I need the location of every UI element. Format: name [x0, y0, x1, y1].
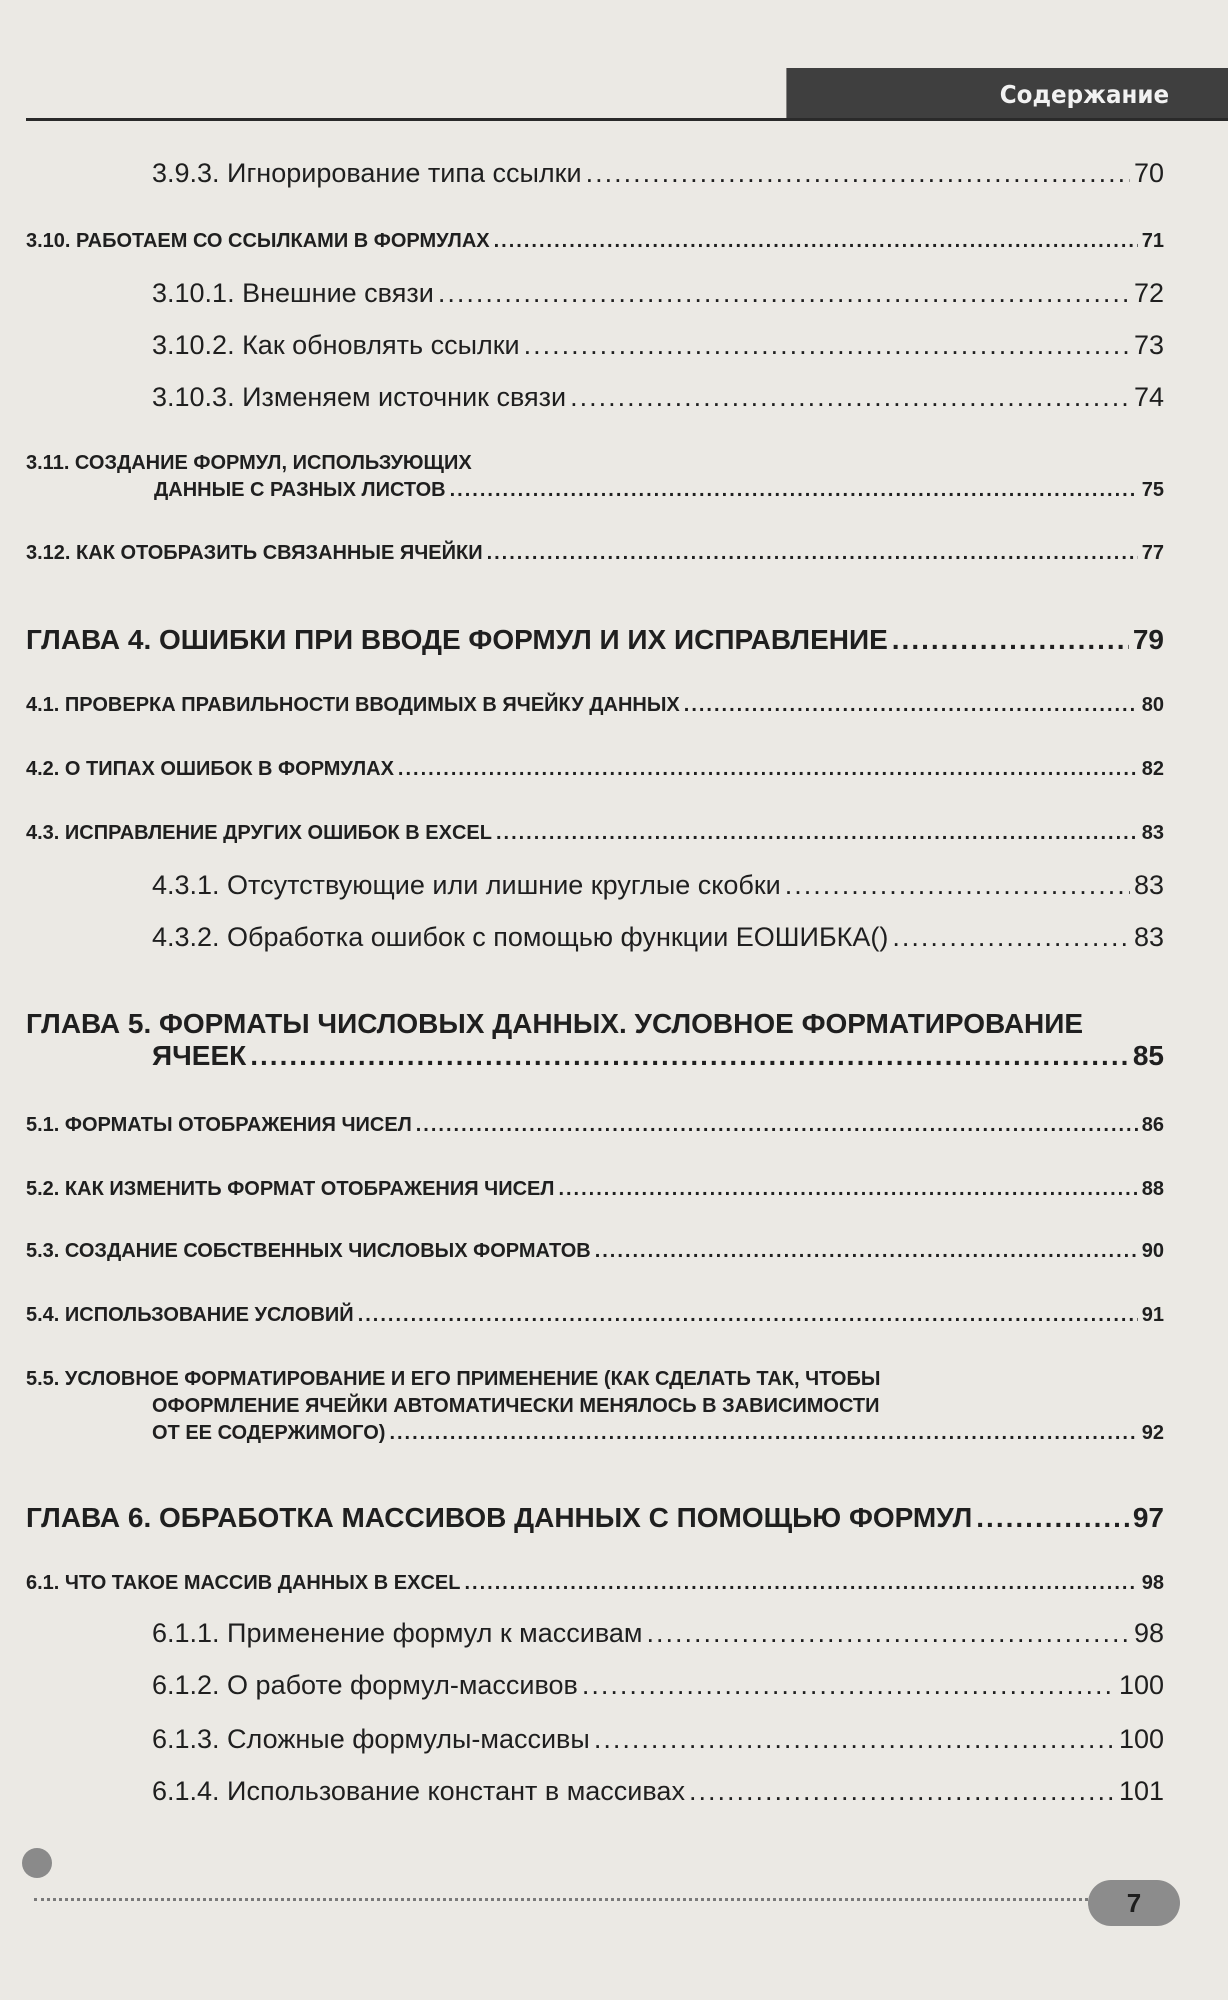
- toc-entry-page: 92: [1141, 1422, 1164, 1444]
- toc-chapter-page: 79: [1132, 624, 1164, 655]
- toc-chapter-title: ГЛАВА 6. ОБРАБОТКА МАССИВОВ ДАННЫХ С ПОМОЩЬЮ ФОРМУЛ: [26, 1502, 973, 1533]
- toc-entry[interactable]: [26, 452, 1164, 502]
- running-header: [786, 68, 1228, 120]
- toc-entry-title: 4.3.2. Обработка ошибок с помощью функции ЕОШИБКА(): [152, 922, 889, 952]
- toc-entry[interactable]: [26, 1240, 1164, 1263]
- toc-entry[interactable]: [26, 330, 1164, 361]
- toc-entry-page: 91: [1141, 1304, 1164, 1326]
- toc-entry-title: 3.10. РАБОТАЕМ СО ССЫЛКАМИ В ФОРМУЛАХ: [26, 230, 490, 252]
- toc-entry-title: 4.1. ПРОВЕРКА ПРАВИЛЬНОСТИ ВВОДИМЫХ В ЯЧЕЙКУ ДАННЫХ: [26, 694, 680, 716]
- toc-entry-page: 88: [1141, 1178, 1164, 1200]
- leader-dots: [582, 1670, 1115, 1701]
- leader-dots: [464, 1572, 1137, 1595]
- leader-dots: [398, 758, 1138, 781]
- toc-entry-title-cont: ОТ ЕЕ СОДЕРЖИМОГО): [152, 1422, 386, 1444]
- toc-entry[interactable]: [26, 1114, 1164, 1137]
- toc-entry-page: 74: [1133, 382, 1164, 412]
- toc-entry-page: 73: [1133, 330, 1164, 360]
- toc-entry-title: 3.10.2. Как обновлять ссылки: [152, 330, 520, 360]
- page-number: 7: [1126, 1887, 1142, 1918]
- toc-entry-page: 80: [1141, 694, 1164, 716]
- toc-entry-title: 5.5. УСЛОВНОЕ ФОРМАТИРОВАНИЕ И ЕГО ПРИМЕНЕНИЕ (КАК СДЕЛАТЬ ТАК, ЧТОБЫ: [26, 1368, 881, 1390]
- leader-dots: [250, 1040, 1129, 1072]
- footer-dot-icon: [22, 1848, 52, 1878]
- toc-entry[interactable]: [26, 278, 1164, 309]
- toc-entry-page: 100: [1118, 1724, 1164, 1754]
- toc-entry-title: 3.10.3. Изменяем источник связи: [152, 382, 567, 412]
- toc-entry-title: 6.1.1. Применение формул к массивам: [152, 1618, 643, 1648]
- footer-rule: [34, 1898, 1094, 1901]
- leader-dots: [416, 1114, 1138, 1137]
- toc-entry[interactable]: [26, 158, 1164, 189]
- toc-entry[interactable]: [26, 1618, 1164, 1649]
- toc-entry[interactable]: [26, 758, 1164, 781]
- toc-entry-page: 100: [1118, 1670, 1164, 1700]
- leader-dots: [487, 542, 1138, 565]
- toc-entry-title-cont: ДАННЫЕ С РАЗНЫХ ЛИСТОВ: [154, 479, 446, 501]
- running-header-title: Содержание: [999, 79, 1170, 109]
- toc-entry[interactable]: [26, 822, 1164, 845]
- toc-entry-title: 6.1.4. Использование констант в массивах: [152, 1776, 685, 1806]
- leader-dots: [689, 1776, 1115, 1807]
- toc-entry-title: 6.1.3. Сложные формулы-массивы: [152, 1724, 590, 1754]
- leader-dots: [595, 1240, 1138, 1263]
- toc-entry-page: 90: [1141, 1240, 1164, 1262]
- header-rule: [26, 118, 1228, 121]
- toc-entry-page: 101: [1118, 1776, 1164, 1806]
- leader-dots: [494, 230, 1138, 253]
- leader-dots: [594, 1724, 1115, 1755]
- toc-entry[interactable]: [26, 542, 1164, 565]
- leader-dots: [570, 382, 1130, 413]
- leader-dots: [646, 1618, 1130, 1649]
- toc-entry[interactable]: [26, 1178, 1164, 1201]
- page-number-badge: [1088, 1880, 1180, 1926]
- toc-entry[interactable]: [26, 230, 1164, 253]
- leader-dots: [586, 158, 1130, 189]
- leader-dots: [785, 870, 1130, 901]
- toc-entry-title: 5.2. КАК ИЗМЕНИТЬ ФОРМАТ ОТОБРАЖЕНИЯ ЧИСЕЛ: [26, 1178, 555, 1200]
- leader-dots: [892, 624, 1129, 656]
- toc-entry-title: 5.3. СОЗДАНИЕ СОБСТВЕННЫХ ЧИСЛОВЫХ ФОРМАТОВ: [26, 1240, 591, 1262]
- toc-entry[interactable]: [26, 1670, 1164, 1701]
- toc-entry-page: 82: [1141, 758, 1164, 780]
- leader-dots: [976, 1502, 1129, 1534]
- toc-entry-page: 98: [1141, 1572, 1164, 1594]
- toc-entry-page: 70: [1133, 158, 1164, 188]
- leader-dots: [496, 822, 1138, 845]
- toc-entry-title: 5.1. ФОРМАТЫ ОТОБРАЖЕНИЯ ЧИСЕЛ: [26, 1114, 412, 1136]
- toc-entry[interactable]: [26, 870, 1164, 901]
- toc-entry-title: 6.1.2. О работе формул-массивов: [152, 1670, 578, 1700]
- toc-entry-page: 86: [1141, 1114, 1164, 1136]
- toc-entry-title-cont: ОФОРМЛЕНИЕ ЯЧЕЙКИ АВТОМАТИЧЕСКИ МЕНЯЛОСЬ В ЗАВИСИМОСТИ: [152, 1395, 880, 1417]
- leader-dots: [558, 1178, 1137, 1201]
- toc-entry-page: 98: [1133, 1618, 1164, 1648]
- toc-entry-page: 71: [1141, 230, 1164, 252]
- toc-chapter[interactable]: [26, 1008, 1164, 1072]
- toc-entry-title: 3.11. СОЗДАНИЕ ФОРМУЛ, ИСПОЛЬЗУЮЩИХ: [26, 452, 472, 474]
- toc-chapter[interactable]: [26, 624, 1164, 656]
- leader-dots: [358, 1304, 1138, 1327]
- toc-entry[interactable]: [26, 1724, 1164, 1755]
- leader-dots: [450, 479, 1138, 502]
- toc-chapter-page: 97: [1132, 1502, 1164, 1533]
- toc-chapter-page: 85: [1132, 1040, 1164, 1071]
- toc-entry[interactable]: [26, 922, 1164, 953]
- toc-entry-page: 75: [1141, 479, 1164, 501]
- toc-entry-title: 5.4. ИСПОЛЬЗОВАНИЕ УСЛОВИЙ: [26, 1304, 354, 1326]
- toc-chapter-title-cont: ЯЧЕЕК: [152, 1040, 247, 1071]
- leader-dots: [684, 694, 1138, 717]
- toc-entry[interactable]: [26, 382, 1164, 413]
- toc-entry[interactable]: [26, 694, 1164, 717]
- leader-dots: [438, 278, 1130, 309]
- toc-chapter-title: ГЛАВА 4. ОШИБКИ ПРИ ВВОДЕ ФОРМУЛ И ИХ ИСПРАВЛЕНИЕ: [26, 624, 888, 655]
- toc-entry-page: 83: [1133, 870, 1164, 900]
- toc-chapter-title: ГЛАВА 5. ФОРМАТЫ ЧИСЛОВЫХ ДАННЫХ. УСЛОВНОЕ ФОРМАТИРОВАНИЕ: [26, 1008, 1084, 1039]
- toc-entry-title: 4.2. О ТИПАХ ОШИБОК В ФОРМУЛАХ: [26, 758, 394, 780]
- toc-entry-title: 3.9.3. Игнорирование типа ссылки: [152, 158, 582, 188]
- leader-dots: [892, 922, 1130, 953]
- toc-chapter[interactable]: [26, 1502, 1164, 1534]
- toc-entry-title: 6.1. ЧТО ТАКОЕ МАССИВ ДАННЫХ В EXCEL: [26, 1572, 461, 1594]
- toc-entry-page: 83: [1133, 922, 1164, 952]
- toc-entry[interactable]: [26, 1304, 1164, 1327]
- toc-entry[interactable]: [26, 1572, 1164, 1595]
- toc-entry-page: 83: [1141, 822, 1164, 844]
- toc-entry-page: 77: [1141, 542, 1164, 564]
- toc-entry-title: 3.12. КАК ОТОБРАЗИТЬ СВЯЗАННЫЕ ЯЧЕЙКИ: [26, 542, 483, 564]
- toc-entry[interactable]: [26, 1776, 1164, 1807]
- toc-entry-title: 4.3. ИСПРАВЛЕНИЕ ДРУГИХ ОШИБОК В EXCEL: [26, 822, 492, 844]
- toc-entry-title: 4.3.1. Отсутствующие или лишние круглые скобки: [152, 870, 781, 900]
- toc-entry-title: 3.10.1. Внешние связи: [152, 278, 434, 308]
- toc-entry-page: 72: [1133, 278, 1164, 308]
- toc-entry[interactable]: [26, 1368, 1164, 1445]
- leader-dots: [524, 330, 1130, 361]
- leader-dots: [389, 1422, 1137, 1445]
